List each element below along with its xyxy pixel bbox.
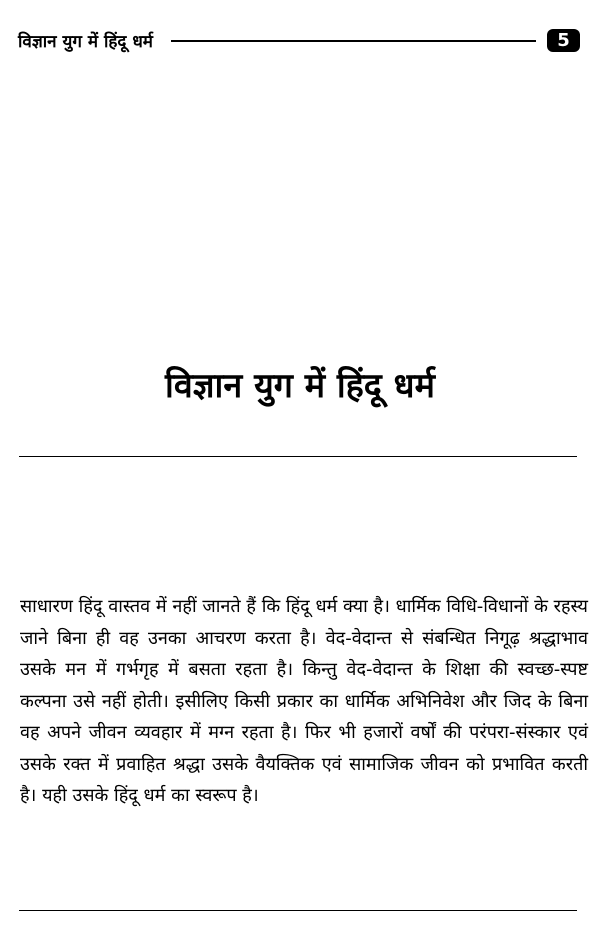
bottom-divider (19, 910, 577, 911)
title-divider (19, 456, 577, 457)
running-header (18, 29, 580, 55)
running-title: विज्ञान युग में हिंदू धर्म (18, 32, 153, 52)
page-number-badge: 5 (547, 29, 580, 52)
header-rule (171, 40, 536, 42)
chapter-title: विज्ञान युग में हिंदू धर्म (165, 366, 435, 406)
body-paragraph: साधारण हिंदू वास्तव में नहीं जानते हैं कि हिंदू धर्म क्या है। धार्मिक विधि-विधानों के रहस्य जाने बिना ही वह उनका आचरण करता है। वेद-वेदान्त से संबन्धित निगूढ़ श्रद्धाभाव उसके मन में गर्भगृह में बसता रहता है। किन्तु वेद-वेदान्त के शिक्षा की स्वच्छ-स्पष्ट कल्पना उसे नहीं होती। इसीलिए किसी प्रकार का धार्मिक अभिनिवेश और जिद के बिना वह अपने जीवन व्यवहार में मग्न रहता है। फिर भी हजारों वर्षों की परंपरा-संस्कार एवं उसके रक्त में प्रवाहित श्रद्धा उसके वैयक्तिक एवं सामाजिक जीवन को प्रभावित करती है। यही उसके हिंदू धर्म का स्वरूप है। (20, 596, 588, 806)
